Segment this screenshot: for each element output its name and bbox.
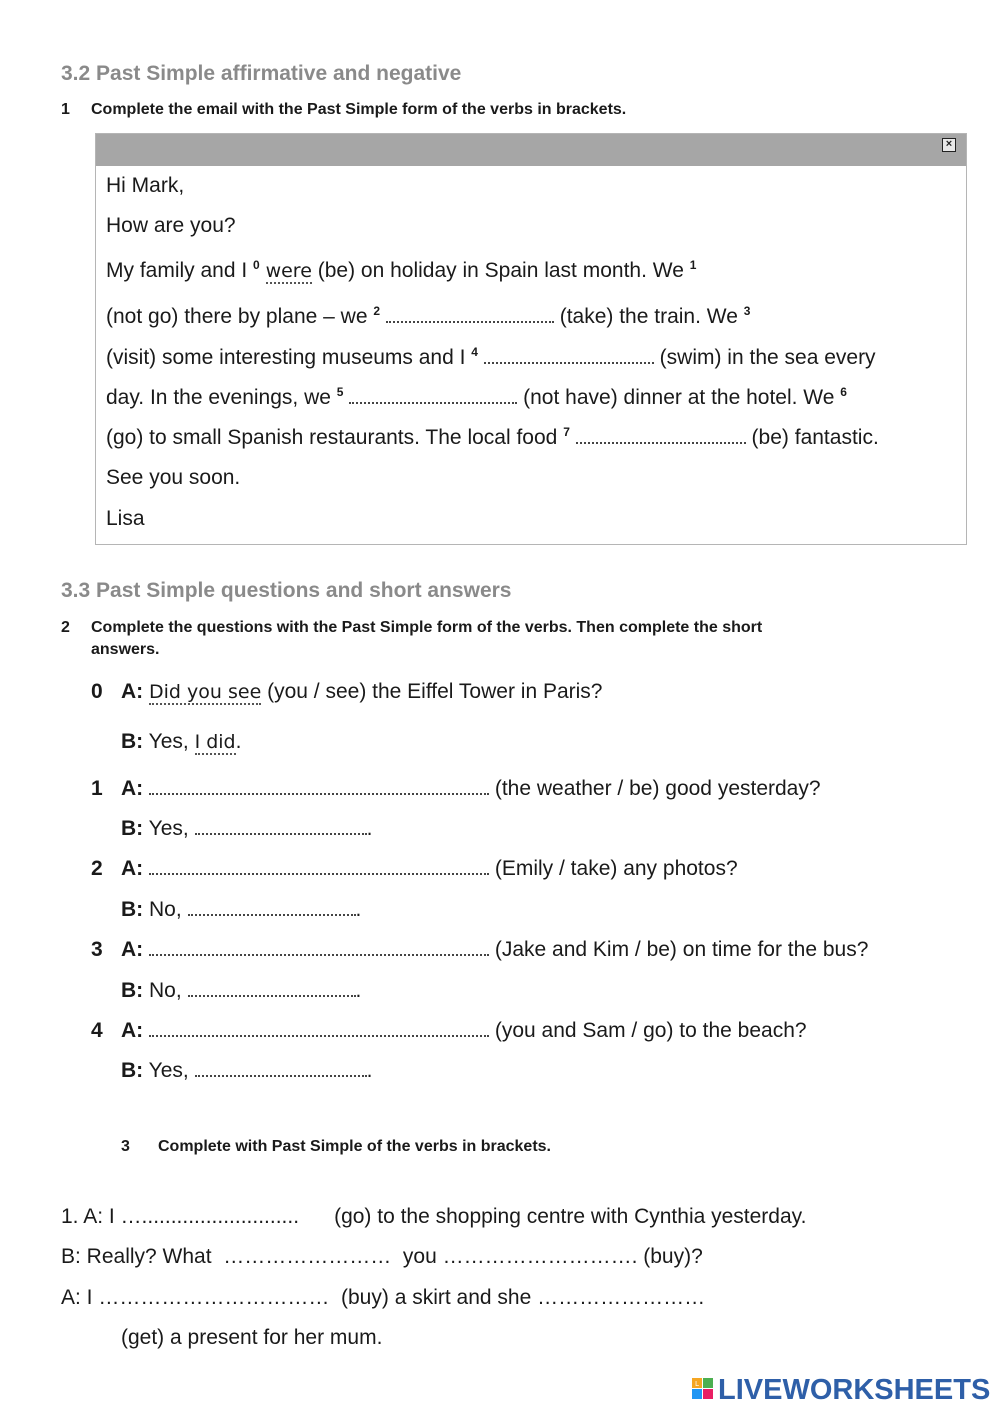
exercise-3-line-1: 1. A: I …........................... (go) to the shopping centre with Cynthia yesterday. <box>61 1205 807 1228</box>
email-signature: Lisa <box>106 507 145 530</box>
answer-1: B: Yes, . <box>121 817 373 840</box>
answer-example: were <box>265 260 312 282</box>
exercise-number: 3 <box>121 1138 130 1155</box>
answer-example: Did you see <box>149 681 262 703</box>
exercise-number: 1 <box>61 101 70 118</box>
exercise-3-line-3: A: I …………………………… (buy) a skirt and she …………………… <box>61 1286 706 1309</box>
exercise-number: 2 <box>61 619 70 636</box>
exercise-3-line-2: B: Really? What …………………… you ………………………. (buy)? <box>61 1245 703 1268</box>
email-line-4: day. In the evenings, we $^5$ (not have) dinner at the hotel. We $^6$ <box>106 385 847 409</box>
answer-blank[interactable] <box>149 859 489 875</box>
question-1: A: (the weather / be) good yesterday? <box>121 777 821 800</box>
item-number: 2 <box>91 857 103 880</box>
exercise-2-instruction: 2 Complete the questions with the Past Simple form of the verbs. Then complete the short <box>61 619 763 636</box>
answer-blank[interactable] <box>149 1021 489 1037</box>
example-answer: B: Yes, I did. <box>121 730 242 753</box>
answer-blank[interactable] <box>195 819 367 835</box>
exercise-3-instruction: 3 Complete with Past Simple of the verbs in brackets. <box>121 1138 551 1155</box>
exercise-1-instruction <box>61 101 626 119</box>
question-3: A: (Jake and Kim / be) on time for the bus? <box>121 938 869 961</box>
answer-blank[interactable] <box>188 900 356 916</box>
email-line-2: (not go) there by plane – we $^2$ (take) the train. We $^3$ <box>106 304 751 328</box>
answer-blank[interactable] <box>149 940 489 956</box>
answer-3: B: No, . <box>121 979 362 1002</box>
answer-blank-4[interactable] <box>484 348 654 364</box>
answer-blank-2[interactable] <box>386 307 554 323</box>
answer-example: I did <box>194 731 236 753</box>
email-title-bar <box>96 134 966 166</box>
instruction-text: Complete the email with the Past Simple form of the verbs in brackets. <box>91 101 627 118</box>
example-question: A: Did you see (you / see) the Eiffel Tower in Paris? <box>121 680 603 703</box>
item-number: 0 <box>91 680 103 703</box>
close-icon[interactable]: × <box>942 138 956 152</box>
answer-blank[interactable] <box>195 1061 367 1077</box>
item-number: 3 <box>91 938 103 961</box>
question-2: A: (Emily / take) any photos? <box>121 857 738 880</box>
email-greeting: Hi Mark, <box>106 174 185 197</box>
exercise-2-instruction-cont: answers. <box>91 641 160 658</box>
question-4: A: (you and Sam / go) to the beach? <box>121 1019 807 1042</box>
answer-blank[interactable] <box>149 779 489 795</box>
item-number: 4 <box>91 1019 103 1042</box>
answer-blank-5[interactable] <box>349 388 517 404</box>
answer-2: B: No, . <box>121 898 362 921</box>
email-line-1: My family and I $^0$ were (be) on holiday in Spain last month. We $^1$ <box>106 258 697 282</box>
section-title-3-3: 3.3 Past Simple questions and short answers <box>61 579 512 602</box>
section-title-3-2: 3.2 Past Simple affirmative and negative <box>61 62 462 85</box>
brand-wordmark: LIVEWORKSHEETS <box>718 1374 991 1406</box>
email-line-3: (visit) some interesting museums and I $^4$ (swim) in the sea every <box>106 345 876 369</box>
email-line-5: (go) to small Spanish restaurants. The local food $^7$ (be) fantastic. <box>106 425 879 449</box>
email-line: How are you? <box>106 214 236 237</box>
answer-4: B: Yes, . <box>121 1059 373 1082</box>
item-number: 1 <box>91 777 103 800</box>
exercise-3-line-4: (get) a present for her mum. <box>121 1326 383 1349</box>
email-closing: See you soon. <box>106 466 241 489</box>
logo-letter: L <box>695 1380 699 1388</box>
answer-blank-7[interactable] <box>576 428 746 444</box>
liveworksheets-logo-icon <box>692 1378 714 1400</box>
email-window <box>95 133 967 545</box>
answer-blank[interactable] <box>188 981 356 997</box>
